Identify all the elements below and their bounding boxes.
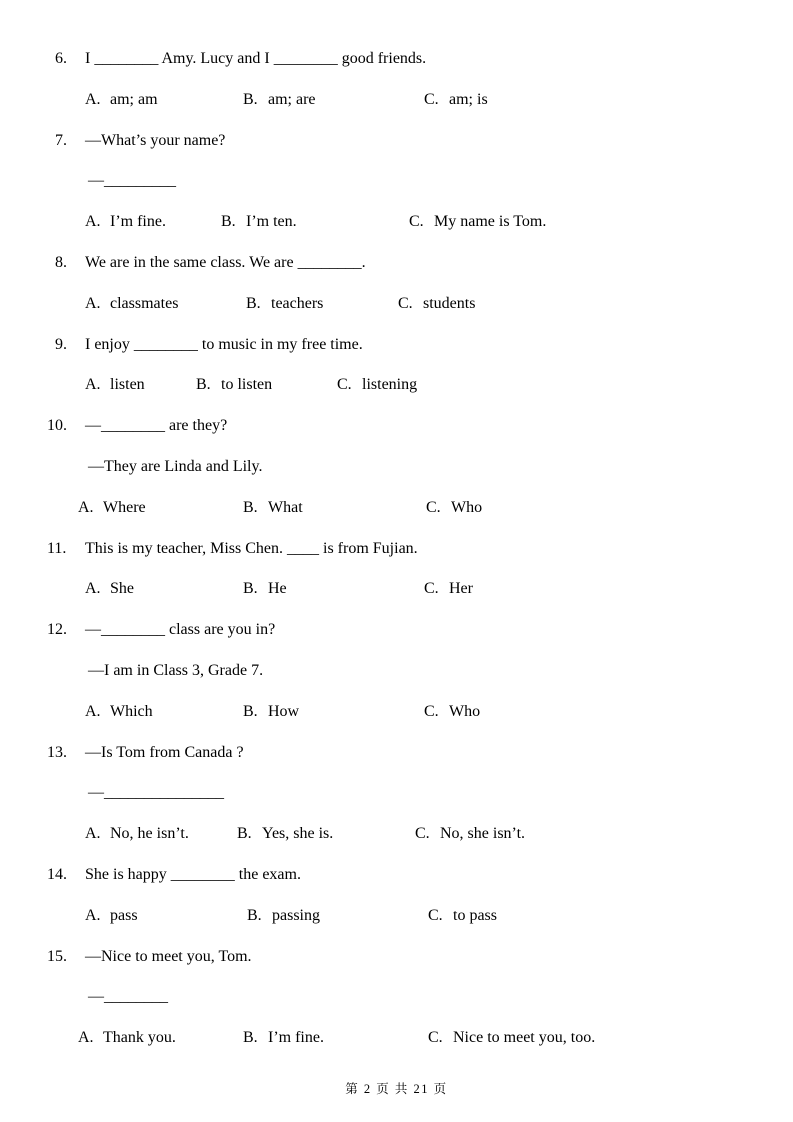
option-label: C.: [424, 580, 439, 598]
options-row: [0, 1027, 793, 1068]
option-label: C.: [409, 213, 424, 231]
option-text: Her: [449, 580, 473, 598]
question-number: 11.: [47, 539, 67, 557]
option-c: [428, 907, 497, 925]
question-stem: [55, 254, 366, 272]
option-label: B.: [246, 294, 261, 312]
option-text: Yes, she is.: [262, 825, 334, 843]
option-label: B.: [243, 580, 258, 598]
option-text: He: [268, 580, 287, 598]
question-reply: —They are Linda and Lily.: [88, 457, 263, 475]
option-a: [85, 580, 134, 598]
option-label: A.: [85, 90, 101, 108]
option-a: [85, 376, 145, 394]
option-text: I’m fine.: [268, 1029, 324, 1047]
option-text: am; are: [268, 90, 316, 108]
option-text: What: [268, 498, 303, 516]
question-number: 15.: [47, 947, 67, 965]
question-text: —Is Tom from Canada ?: [85, 743, 244, 761]
option-text: students: [423, 294, 476, 312]
question-reply-line: [0, 660, 793, 701]
options-row: [0, 497, 793, 538]
option-text: listen: [110, 376, 145, 394]
question-reply-line: [0, 456, 793, 497]
question-stem: [47, 540, 418, 558]
options-row: [0, 823, 793, 864]
option-a: [78, 1029, 176, 1047]
question-reply: —_________: [88, 172, 176, 190]
option-text: Where: [103, 498, 146, 516]
option-label: C.: [398, 294, 413, 312]
option-label: A.: [85, 294, 101, 312]
options-row: [0, 374, 793, 415]
option-text: Who: [451, 498, 483, 516]
option-b: [246, 295, 323, 313]
option-label: A.: [85, 580, 101, 598]
option-text: She: [110, 580, 134, 598]
option-label: C.: [337, 376, 352, 394]
option-text: I’m ten.: [246, 213, 297, 231]
option-text: pass: [110, 906, 138, 924]
question-number: 14.: [47, 865, 67, 883]
option-c: [409, 213, 546, 231]
option-text: listening: [362, 376, 418, 394]
option-label: C.: [415, 825, 430, 843]
question-text: —________ are they?: [85, 417, 228, 435]
option-b: [237, 825, 333, 843]
option-c: [415, 825, 525, 843]
option-c: [426, 499, 482, 517]
question-stem-line: [0, 946, 793, 987]
option-text: teachers: [271, 294, 324, 312]
question-number: 12.: [47, 621, 67, 639]
question-text: This is my teacher, Miss Chen. ____ is from Fujian.: [85, 539, 418, 557]
option-text: My name is Tom.: [434, 213, 547, 231]
option-b: [243, 1029, 324, 1047]
question-text: She is happy ________ the exam.: [85, 865, 301, 883]
question-stem: [55, 336, 363, 354]
option-text: to pass: [453, 906, 497, 924]
options-row: [0, 578, 793, 619]
option-text: No, he isn’t.: [110, 825, 189, 843]
question-reply-line: [0, 170, 793, 211]
question-stem-line: [0, 334, 793, 375]
question-text: I enjoy ________ to music in my free time.: [85, 335, 363, 353]
option-label: C.: [428, 906, 443, 924]
options-row: [0, 701, 793, 742]
option-label: A.: [85, 376, 101, 394]
question-stem-line: [0, 130, 793, 171]
option-text: Which: [110, 702, 153, 720]
option-label: C.: [424, 90, 439, 108]
question-stem: [47, 866, 301, 884]
option-c: [398, 295, 475, 313]
question-number: 10.: [47, 417, 67, 435]
option-label: C.: [426, 498, 441, 516]
option-b: [221, 213, 297, 231]
question-number: 7.: [55, 131, 67, 149]
option-c: [428, 1029, 595, 1047]
option-label: B.: [237, 825, 252, 843]
option-text: No, she isn’t.: [440, 825, 526, 843]
question-stem-line: [0, 864, 793, 905]
question-text: —Nice to meet you, Tom.: [85, 947, 252, 965]
options-row: [0, 293, 793, 334]
option-a: [85, 213, 166, 231]
option-b: [247, 907, 320, 925]
question-reply: —________: [88, 988, 168, 1006]
option-label: B.: [243, 498, 258, 516]
option-text: Nice to meet you, too.: [453, 1029, 596, 1047]
option-text: passing: [272, 906, 320, 924]
option-c: [424, 703, 480, 721]
options-row: [0, 211, 793, 252]
option-a: [85, 703, 153, 721]
option-text: am; am: [110, 90, 158, 108]
question-reply: —_______________: [88, 784, 224, 802]
option-label: A.: [85, 213, 101, 231]
question-stem-line: [0, 619, 793, 660]
option-b: [243, 703, 299, 721]
option-label: B.: [243, 1029, 258, 1047]
question-text: We are in the same class. We are ________.: [85, 253, 366, 271]
option-a: [85, 825, 189, 843]
option-c: [337, 376, 417, 394]
option-label: A.: [85, 906, 101, 924]
question-stem-line: [0, 415, 793, 456]
question-number: 13.: [47, 743, 67, 761]
option-b: [243, 580, 287, 598]
option-label: B.: [221, 213, 236, 231]
option-label: A.: [85, 702, 101, 720]
option-label: A.: [78, 498, 94, 516]
question-stem-line: [0, 742, 793, 783]
option-c: [424, 91, 488, 109]
option-a: [85, 295, 178, 313]
question-reply-line: [0, 986, 793, 1027]
question-number: 8.: [55, 253, 67, 271]
question-text: —What’s your name?: [85, 131, 226, 149]
option-text: am; is: [449, 90, 488, 108]
options-row: [0, 89, 793, 130]
option-text: classmates: [110, 294, 179, 312]
option-text: Who: [449, 702, 481, 720]
option-text: Thank you.: [103, 1029, 176, 1047]
question-stem: [47, 417, 227, 435]
question-stem-line: [0, 538, 793, 579]
option-label: B.: [247, 906, 262, 924]
page-footer: 第 2 页 共 21 页: [345, 1082, 448, 1096]
option-label: C.: [428, 1029, 443, 1047]
question-reply-line: [0, 782, 793, 823]
option-a: [85, 91, 158, 109]
question-stem: [55, 50, 426, 68]
option-label: A.: [78, 1029, 94, 1047]
option-text: to listen: [221, 376, 273, 394]
question-reply: —I am in Class 3, Grade 7.: [88, 661, 264, 679]
option-label: B.: [196, 376, 211, 394]
option-a: [85, 907, 138, 925]
question-stem-line: [0, 252, 793, 293]
question-number: 9.: [55, 335, 67, 353]
option-label: C.: [424, 702, 439, 720]
question-stem-line: [0, 48, 793, 89]
option-a: [78, 499, 146, 517]
question-stem: [47, 744, 244, 762]
option-c: [424, 580, 473, 598]
option-label: A.: [85, 825, 101, 843]
option-text: How: [268, 702, 300, 720]
question-text: —________ class are you in?: [85, 621, 276, 639]
options-row: [0, 905, 793, 946]
question-text: I ________ Amy. Lucy and I ________ good friends.: [85, 50, 427, 67]
question-stem: [47, 621, 275, 639]
option-label: B.: [243, 90, 258, 108]
option-b: [196, 376, 272, 394]
option-b: [243, 91, 316, 109]
question-stem: [55, 132, 225, 150]
option-b: [243, 499, 303, 517]
question-stem: [47, 948, 252, 966]
option-text: I’m fine.: [110, 213, 166, 231]
option-label: B.: [243, 702, 258, 720]
question-number: 6.: [55, 50, 67, 67]
